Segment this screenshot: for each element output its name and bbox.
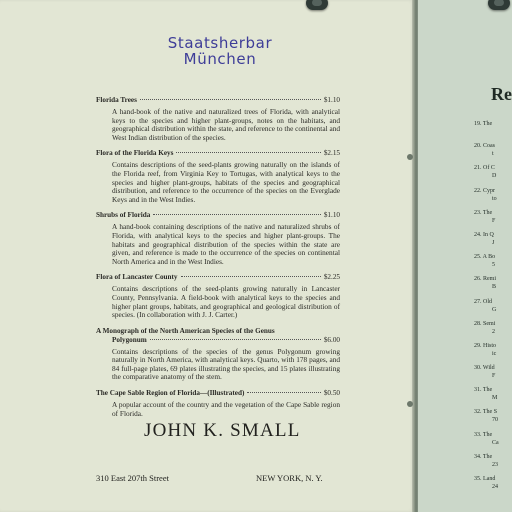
facing-page-item-detail: t — [492, 151, 494, 158]
facing-page-item — [474, 187, 512, 209]
facing-page-heading: Re — [491, 84, 512, 104]
facing-page-item-title: 28. Semi — [474, 320, 496, 327]
publication-description: A popular account of the country and the vegetation of the Cape Sable region of Florida. — [112, 400, 340, 418]
facing-page-item-detail: J — [492, 239, 495, 246]
publication-description: Contains descriptions of the seed-plants growing naturally in Lancaster County, Pennsylvania. A field-book with analytical keys to the species and higher plant groups, habitats, and geographical and geological distribution of species. (In collaboration with J. J. Carter.) — [112, 284, 340, 320]
facing-page-item — [474, 142, 512, 164]
facing-page-item-title: 26. Remi — [474, 276, 496, 283]
facing-page-item — [474, 231, 512, 253]
facing-page-item-detail: 24 — [492, 484, 498, 490]
facing-page-item-title: 33. The — [474, 431, 493, 438]
leader-dots — [150, 339, 321, 340]
facing-page-item — [474, 209, 512, 231]
publication-entry — [96, 149, 340, 204]
stamp-line-2: München — [183, 50, 257, 68]
facing-page-item-title: 22. Cypr — [474, 187, 495, 194]
binder-clip-icon — [306, 0, 328, 10]
facing-page-item — [474, 253, 512, 275]
stamp-line-1: Staatsherbar — [167, 34, 273, 52]
facing-page-item — [474, 408, 512, 430]
publication-title: Florida Trees — [96, 96, 137, 104]
publication-list — [96, 96, 340, 425]
publisher-address: 310 East 207th Street — [96, 473, 169, 483]
facing-page-item — [474, 364, 512, 386]
facing-page-item — [474, 298, 512, 320]
facing-page-item-title: 19. The — [474, 121, 493, 127]
publication-price: $6.00 — [323, 335, 340, 344]
publication-entry — [96, 389, 340, 418]
publisher-city: NEW YORK, N. Y. — [256, 473, 323, 483]
publication-title: Flora of the Florida Keys — [96, 149, 174, 158]
facing-page-item — [474, 453, 512, 475]
leader-dots — [247, 392, 320, 393]
facing-page-item-detail: Ca — [492, 439, 499, 446]
facing-page-item — [474, 320, 512, 342]
facing-page-item-detail: 70 — [492, 417, 498, 424]
facing-page-item-title: 29. Histo — [474, 342, 497, 349]
publication-price: $2.25 — [323, 273, 340, 282]
publication-price: $0.50 — [323, 389, 340, 398]
facing-page-item-title: 34. The — [474, 453, 493, 460]
publication-description: A hand-book of the native and naturalized trees of Florida, with analytical keys to the species and higher plant-groups, notes on the habitats, and geographical distribution within the state, and reference to the continental and West Indian distribution of the species. — [112, 107, 340, 142]
facing-page-item-detail: F — [492, 217, 496, 224]
facing-page-item-detail: ic — [492, 350, 497, 357]
facing-page-item-title: 27. Old — [474, 298, 492, 305]
publication-price: $2.15 — [323, 149, 340, 158]
publication-title: A Monograph of the North American Species of the Genus — [96, 326, 275, 335]
facing-page-item — [474, 475, 512, 497]
publication-entry — [96, 211, 340, 266]
publication-entry — [96, 327, 340, 382]
publication-title: Flora of Lancaster County — [96, 273, 178, 282]
facing-page-item-title: 30. Wild — [474, 365, 495, 372]
facing-page-item-title: 35. Land — [474, 476, 496, 482]
leader-dots — [140, 99, 321, 100]
facing-page-item-detail: 2 — [492, 328, 495, 335]
leader-dots — [176, 152, 320, 153]
publication-title-continued: Polygonum — [112, 335, 147, 344]
facing-page-item-detail: D — [492, 173, 497, 180]
facing-page-item-title: 20. Coas — [474, 143, 495, 150]
facing-page-item-detail: to — [492, 195, 497, 202]
publisher-name: JOHN K. SMALL — [144, 420, 301, 441]
publication-description: Contains descriptions of the seed-plants growing naturally on the islands of the Florida reef, from Virginia Key to Tortugas, with analytical keys to the species and higher plant-groups, habitats of the species and geographical distribution, and reference to the occurrence of the species on the Everglade Keys and in the West Indies. — [112, 160, 340, 204]
facing-page-item-detail: 5 — [492, 262, 495, 269]
facing-page-item-title: 25. A Bo — [474, 254, 496, 261]
facing-page-item — [474, 275, 512, 297]
publication-title: Shrubs of Florida — [96, 211, 151, 220]
facing-page-item — [474, 342, 512, 364]
facing-page-item-detail: G — [492, 306, 497, 313]
facing-page-item — [474, 431, 512, 453]
binder-clip-icon — [488, 0, 510, 10]
facing-page-item — [474, 164, 512, 186]
facing-page-item-detail: M — [492, 395, 498, 402]
herbarium-stamp — [130, 35, 310, 67]
facing-page-item-detail: 23 — [492, 461, 498, 468]
publication-entry — [96, 273, 340, 319]
facing-page-item-title: 21. Of C — [474, 165, 495, 172]
binding-hole-icon — [407, 401, 413, 407]
publication-price: $1.10 — [323, 211, 340, 220]
publication-price: $1.10 — [323, 96, 340, 104]
facing-page-item-title: 31. The — [474, 387, 493, 394]
publication-description: A hand-book containing descriptions of the native and naturalized shrubs of Florida, with analytical keys to the species and higher plant-groups. The habitats and geographical distribution of the species within the state are given, and reference is made to the occurrence of the species on continental North America and in the West Indies. — [112, 222, 340, 266]
leader-dots — [153, 214, 321, 215]
facing-page-item-detail: F — [492, 373, 496, 380]
facing-page-item — [474, 120, 512, 142]
publication-title: The Cape Sable Region of Florida—(Illustrated) — [96, 389, 245, 398]
facing-page-item-title: 23. The — [474, 209, 493, 216]
binding-hole-icon — [407, 154, 413, 160]
facing-page-item-detail: B — [492, 284, 497, 291]
leader-dots — [181, 276, 321, 277]
facing-page-item-title: 32. The S — [474, 409, 498, 416]
facing-page-list — [474, 120, 512, 497]
publication-description: Contains descriptions of the species of the genus Polygonum growing naturally in North America, with analytical keys. Quarto, with 178 pages, and 84 full-page plates, 69 plates illustrating the species, and 15 plates illustrating the comparative anatomy of the stem. — [112, 346, 340, 382]
facing-page-item-title: 24. In Q — [474, 231, 494, 238]
facing-page-item — [474, 386, 512, 408]
publication-entry — [96, 96, 340, 142]
